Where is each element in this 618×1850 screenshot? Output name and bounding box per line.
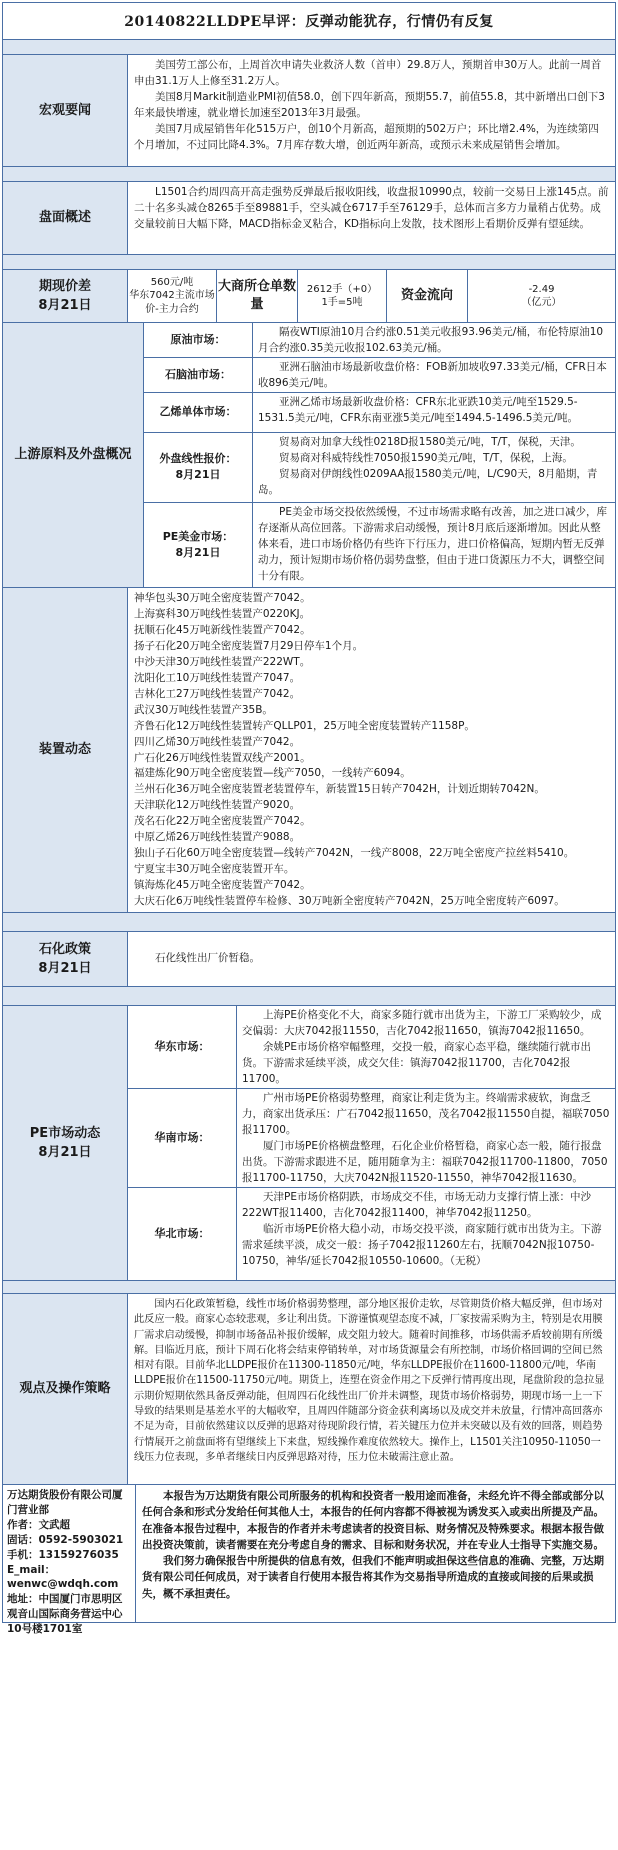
spacer-row (3, 255, 615, 270)
overview-row (3, 182, 615, 255)
spread-label-title: 期现价差 (38, 278, 91, 294)
device-item: 大庆石化6万吨线性装置停车检修、30万吨新全密度转产7042N，25万吨全密度转产6097。 (134, 895, 565, 908)
spread-price-cell (128, 270, 217, 322)
mobile: 手机：13159276035 (7, 1548, 119, 1561)
crude-oil-paragraph: 隔夜WTI原油10月合约涨0.51美元收报93.96美元/桶，布伦特原油10月合约涨0.35美元收报102.63美元/桶。 (258, 326, 604, 354)
disclaimer (136, 1485, 615, 1622)
spread-label (3, 270, 128, 322)
naphtha-row (144, 358, 615, 393)
disclaimer-paragraph: 本报告为万达期货有限公司所服务的机构和投资者一般用途而准备，未经允许不得全部或部分以任何合条和形式分发给任何其他人士，本报告的任何内容都不得被视为诱发买入或卖出所提及产品。在准备本报告过程中，本报告的作者并未考虑读者的投资目标、财务情况及特殊要求。根据本报告做出投资决策前，读者需要在充分考虑自身的需求、目标和财务状况，并在专业人士指导下实施交易。 (142, 1490, 604, 1551)
fund-flow-value: -2.49 (528, 283, 555, 295)
devices-label: 装置动态 (3, 588, 128, 912)
overview-label: 盘面概述 (3, 182, 128, 254)
pe-usd-text (253, 503, 615, 587)
naphtha-text (253, 358, 615, 392)
device-item: 镇海炼化45万吨全密度装置产7042。 (134, 879, 311, 892)
author: 作者：文武超 (7, 1518, 70, 1531)
pe-usd-paragraph: PE美金市场交投依然缓慢，不过市场需求略有改善，加之进口减少，库存逐渐从高位回落。下游需求启动缓慢，预计8月底后逐渐增加。因此从整体来看，进口市场价格仍有些许下行压力，进口价格偏高，短期内暂无反弹动力，预计短期市场价格仍弱势盘整，但由于进口货源压力不大，调整空间十分有限。 (258, 506, 607, 583)
device-item: 四川乙烯30万吨线性装置产7042。 (134, 735, 301, 748)
spread-cells (128, 270, 615, 322)
device-item: 抚顺石化45万吨新线性装置产7042。 (134, 623, 311, 636)
phone: 固话：0592-5903021 (7, 1533, 124, 1546)
strategy-content (128, 1294, 615, 1484)
north-china-row (128, 1188, 615, 1280)
spacer-row (3, 987, 615, 1006)
macro-label: 宏观要闻 (3, 55, 128, 166)
foreign-linear-row (144, 433, 615, 504)
pe-market-label-title: PE市场动态 (29, 1125, 101, 1141)
fund-flow-unit: （亿元） (521, 297, 562, 308)
foreign-linear-paragraph: 贸易商对伊朗线性0209AA报1580美元/吨，L/C90天，8月船期，青岛。 (258, 467, 598, 496)
pe-usd-row (144, 503, 615, 587)
foreign-linear-paragraph: 贸易商对加拿大线性0218D报1580美元/吨，T/T，保税，天津。 (279, 435, 581, 448)
east-china-paragraph: 上海PE价格变化不大，商家多随行就市出货为主，下游工厂采购较少，成交偏弱：大庆7042报11550，吉化7042报11650，镇海7042报11650。 (242, 1009, 602, 1037)
device-item: 宁夏宝丰30万吨全密度装置开车。 (134, 863, 295, 876)
upstream-subtable (144, 323, 615, 587)
policy-label (3, 932, 128, 986)
upstream-label: 上游原料及外盘概况 (3, 323, 144, 587)
south-china-row (128, 1089, 615, 1188)
north-china-label: 华北市场： (128, 1188, 237, 1280)
east-china-paragraph: 余姚PE市场价格窄幅整理，交投一般，商家心态平稳，继续随行就市出货。下游需求延续平淡，成交欠佳：镇海7042报11700，吉化7042报11700。 (242, 1040, 591, 1085)
foreign-linear-label (144, 433, 253, 503)
device-item: 吉林化工27万吨线性装置产7042。 (134, 687, 301, 700)
north-china-paragraph: 临沂市场PE价格大稳小动，市场交投平淡，商家随行就市出货为主。下游需求延续平淡，成交一般：扬子7042报11260左右，抚顺7042N报10750-10750，神华/延长7042报10550-10600。（无税） (242, 1222, 602, 1267)
devices-row (3, 588, 615, 913)
device-item: 扬子石化20万吨全密度装置7月29日停车1个月。 (134, 639, 364, 652)
south-china-text (237, 1089, 615, 1187)
device-item: 茂名石化22万吨全密度装置产7042。 (134, 815, 311, 828)
policy-label-date: 8月21日 (38, 961, 92, 976)
macro-row (3, 55, 615, 167)
policy-row (3, 932, 615, 987)
footer-row (3, 1485, 615, 1636)
devices-list (128, 588, 615, 912)
company-name: 万达期货股份有限公司厦门营业部 (7, 1489, 123, 1516)
south-china-label: 华南市场： (128, 1089, 237, 1187)
report-table (2, 2, 616, 1636)
macro-content (128, 55, 615, 166)
contact-info (3, 1485, 136, 1636)
policy-label-title: 石化政策 (38, 941, 91, 957)
pe-usd-date: 8月21日 (175, 546, 221, 560)
macro-paragraph: 美国8月Markit制造业PMI初值58.0，创下四年新高，预期55.7，前值55.8，其中新增出口创下3年来最快增速，就业增长加速至2013年3月最强。 (134, 90, 605, 119)
email-label: E_mail： (7, 1563, 56, 1576)
warehouse-cell (298, 270, 387, 322)
address: 地址：中国厦门市思明区观音山国际商务营运中心10号楼1701室 (7, 1593, 123, 1636)
policy-content (128, 932, 615, 986)
ethylene-text (253, 393, 615, 432)
spacer-row (3, 913, 615, 932)
foreign-linear-text (253, 433, 615, 503)
device-item: 兰州石化36万吨全密度装置老装置停车，新装置15日转产7042H，计划近期转7042N。 (134, 783, 545, 796)
east-china-label: 华东市场： (128, 1006, 237, 1088)
strategy-row (3, 1294, 615, 1485)
foreign-linear-paragraph: 贸易商对科威特线性7050报1590美元/吨，T/T，保税，上海。 (279, 451, 573, 464)
spacer-row (3, 1281, 615, 1294)
ethylene-paragraph: 亚洲乙烯市场最新收盘价格：CFR东北亚跌10美元/吨至1529.5-1531.5美元/吨，CFR东南亚涨5美元/吨至1494.5-1496.5美元/吨。 (258, 396, 578, 424)
ethylene-row (144, 393, 615, 433)
fund-flow-label: 资金流向 (387, 270, 468, 322)
naphtha-paragraph: 亚洲石脑油市场最新收盘价格：FOB新加坡收97.33美元/桶，CFR日本收896美元/吨。 (258, 361, 607, 389)
device-item: 独山子石化60万吨全密度装置—线转产7042N，一线产8008，22万吨全密度产拉丝料5410。 (134, 847, 575, 860)
device-item: 神华包头30万吨全密度装置产7042。 (134, 592, 311, 604)
crude-oil-label: 原油市场： (144, 323, 253, 357)
disclaimer-paragraph: 我们努力确保报告中所提供的信息有效，但我们不能声明或担保这些信息的准确、完整，万达期货有限公司任何成员，对于读者自行使用本报告将其作为交易指导所造成的直接或间接的后果或损失，概不承担责任。 (142, 1555, 604, 1600)
south-china-paragraph: 厦门市场PE价格横盘整理，石化企业价格暂稳，商家心态一般，随行报盘出货。下游需求跟进不足，随用随拿为主：福联7042报11700-11800，7050报11700-11750，大庆7042N报11520-11550，神华7042报11630。 (242, 1139, 608, 1184)
east-china-row (128, 1006, 615, 1089)
device-item: 沈阳化工10万吨线性装置产7047。 (134, 671, 301, 684)
overview-content (128, 182, 615, 254)
macro-paragraph: 美国劳工部公布，上周首次申请失业救济人数（首申）29.8万人，预期首申30万人。此前一周首申由31.1万人上修至31.2万人。 (134, 59, 602, 87)
spacer-row (3, 40, 615, 55)
pe-usd-label (144, 503, 253, 587)
device-item: 广石化26万吨线性装置双线产2001。 (134, 751, 311, 764)
device-item: 齐鲁石化12万吨线性装置转产QLLP01，25万吨全密度装置转产1158P。 (134, 719, 475, 732)
foreign-linear-date: 8月21日 (175, 468, 221, 482)
device-item: 上海赛科30万吨线性装置产0220KJ。 (134, 607, 311, 620)
pe-market-label (3, 1006, 128, 1280)
crude-oil-row (144, 323, 615, 358)
spread-price-value: 560元/吨 (150, 276, 194, 288)
crude-oil-text (253, 323, 615, 357)
pe-market-row (3, 1006, 615, 1281)
pe-market-label-date: 8月21日 (38, 1145, 92, 1160)
spread-row (3, 270, 615, 323)
macro-paragraph: 美国7月成屋销售年化515万户，创10个月新高，超预期的502万户；环比增2.4%，为连续第四个月增加，不过同比降4.3%。7月库存数大增，创近两年新高，或预示未来成屋销售会增加。 (134, 122, 599, 151)
ethylene-label: 乙烯单体市场： (144, 393, 253, 432)
spread-price-desc: 华东7042主流市场价-主力合约 (129, 290, 215, 315)
warehouse-label: 大商所仓单数量 (217, 270, 298, 322)
fund-flow-cell (468, 270, 615, 322)
report-title: 20140822LLDPE早评：反弹动能犹存，行情仍有反复 (3, 3, 615, 40)
pe-market-subtable (128, 1006, 615, 1280)
naphtha-label: 石脑油市场： (144, 358, 253, 392)
east-china-text (237, 1006, 615, 1088)
policy-text: 石化线性出厂价暂稳。 (155, 952, 260, 965)
north-china-text (237, 1188, 615, 1280)
email-address: wenwc@wdqh.com (7, 1578, 119, 1591)
device-item: 福建炼化90万吨全密度装置—线产7050，一线转产6094。 (134, 767, 411, 780)
north-china-paragraph: 天津PE市场价格阴跌，市场成交不佳，市场无动力支撑行情上涨：中沙222WT报11400，吉化7042报11400，神华7042报11250。 (242, 1191, 591, 1219)
warehouse-note: 1手=5吨 (321, 297, 363, 308)
foreign-linear-title: 外盘线性报价： (159, 451, 237, 465)
strategy-paragraph: 国内石化政策暂稳，线性市场价格弱势整理，部分地区报价走软，尽管期货价格大幅反弹，但市场对此反应一般。商家心态较悲观，多让利出货。下游谨慎观望态度不减，厂家按需采购为主，特别是农用膜厂需求启动缓慢，抑制市场备品补报价缓解，成交阻力较大。随着时间推移，市场供需矛盾较前期有所缓解。目临近月底，预计下周石化将会结束停销转单，对市场货源量会有所控制，市场价格回调的空间已然相对有限。目前华北LLDPE报价在11300-11850元/吨，华东LLDPE报价在11600-11800元/吨，华南LLDPE报价在11500-11750元/吨。期货上，连塑在资金作用之下反弹行情再度出现，尾盘阶段的急拉显示期价短期依然具备反弹动能，但周四石化线性出厂价并未调整，现货市场价格弱势，期现市场一上一下导致的结果则是基差水平的大幅收窄，且周四伴随部分资金获利离场以及成交并未放量，行情冲高回落亦不足为奇，目前依然建议以反弹的思路对待现阶段行情，若关键压力位并未突破以及有效的回落，则趋势行情展开之前盘面将有望继续上下来盘，短线操作难度依然较大。操作上，L1501关注10950-11050一线压力位表现，多单者继续日内反弹思路对待，压力位未破需注意止盈。 (134, 1299, 605, 1463)
device-item: 中原乙烯26万吨线性装置产9088。 (134, 831, 301, 844)
pe-usd-title: PE美金市场： (162, 529, 234, 543)
overview-paragraph: L1501合约周四高开高走强势反弹最后报收阳线，收盘报10990点，较前一交易日上涨145点。前二十名多头减仓8265手至89881手，空头减仓6717手至76129手，总体而言多方力量稍占优势。成交量较前日大幅下降，MACD指标金叉粘合，KD指标向上发散，技术图形上看期价反弹有望延续。 (134, 186, 609, 230)
spacer-row (3, 167, 615, 182)
upstream-row (3, 323, 615, 588)
device-item: 武汉30万吨线性装置产35B。 (134, 703, 273, 716)
device-item: 天津联化12万吨线性装置产9020。 (134, 799, 301, 812)
spread-label-date: 8月21日 (38, 298, 92, 313)
device-item: 中沙天津30万吨线性装置产222WT。 (134, 655, 311, 668)
south-china-paragraph: 广州市场PE价格弱势整理，商家让利走货为主。终端需求疲软，询盘乏力，商家出货承压：广石7042报11650，茂名7042报11550自提，福联7050报11700。 (242, 1092, 610, 1136)
strategy-label: 观点及操作策略 (3, 1294, 128, 1484)
warehouse-value: 2612手（+0） (306, 283, 378, 295)
